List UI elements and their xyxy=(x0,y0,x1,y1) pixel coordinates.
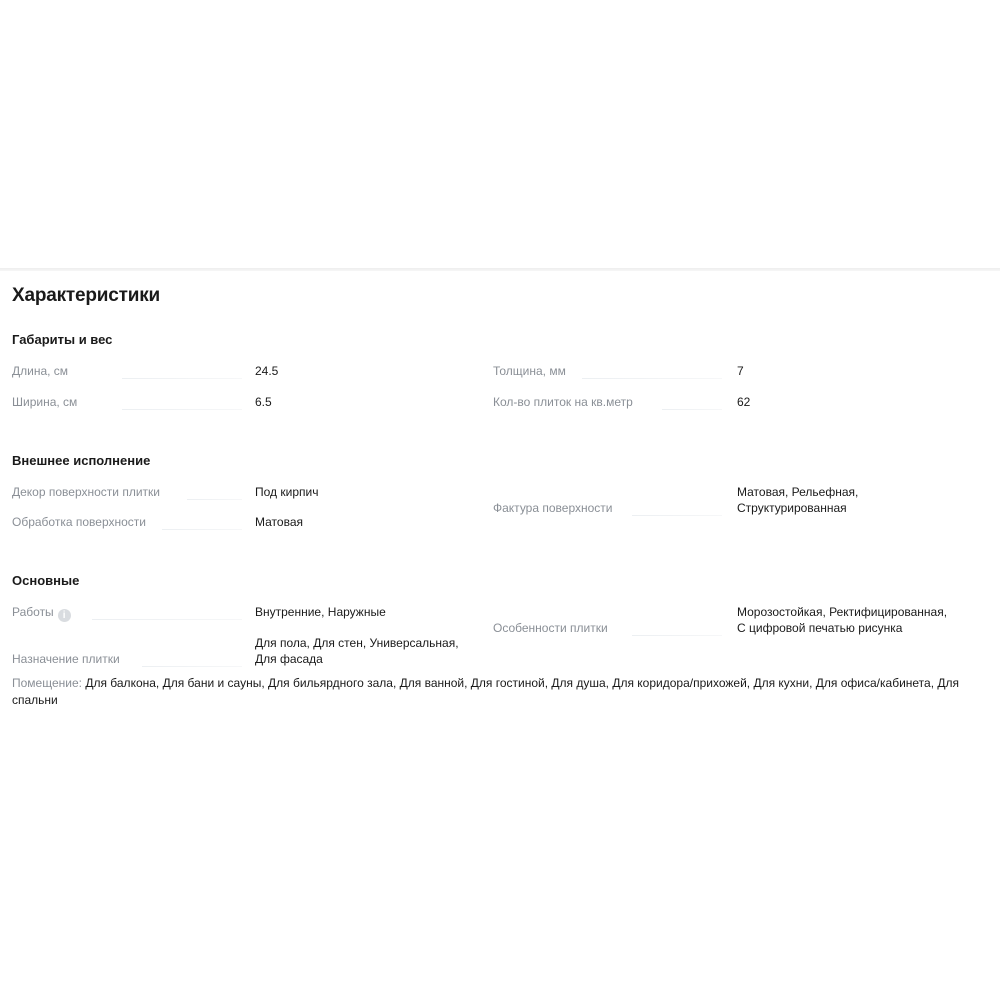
room-row xyxy=(12,675,988,709)
texture-value-line1: Матовая, Рельефная, xyxy=(737,485,859,499)
row-divider xyxy=(122,378,242,379)
purpose-label: Назначение плитки xyxy=(12,652,120,666)
tiles-per-sqm-value: 62 xyxy=(737,395,751,409)
row-divider xyxy=(162,529,242,530)
length-label: Длина, см xyxy=(12,364,69,378)
works-value: Внутренние, Наружные xyxy=(255,605,386,619)
features-value-line2: С цифровой печатью рисунка xyxy=(737,621,903,635)
top-blank-area xyxy=(0,0,1000,268)
width-label: Ширина, см xyxy=(12,395,78,409)
purpose-value-line2: Для фасада xyxy=(255,652,323,666)
characteristics-panel xyxy=(12,282,988,707)
tiles-per-sqm-label: Кол-во плиток на кв.метр xyxy=(493,395,633,409)
texture-label: Фактура поверхности xyxy=(493,501,613,515)
row-divider xyxy=(582,378,722,379)
room-value: Для балкона, Для бани и сауны, Для бильярдного зала, Для ванной, Для гостиной, Для душа, Для коридора/прихожей, Для кухни, Для офиса/кабинета, Для спальни xyxy=(12,676,960,707)
row-divider xyxy=(632,515,722,516)
row-divider xyxy=(122,409,242,410)
row-divider xyxy=(632,635,722,636)
works-label-text: Работы xyxy=(12,605,54,619)
info-icon[interactable]: i xyxy=(58,609,71,622)
thickness-value: 7 xyxy=(737,364,744,378)
works-label xyxy=(12,604,71,622)
section-title-main: Основные xyxy=(12,573,80,588)
row-divider xyxy=(142,666,242,667)
decor-value: Под кирпич xyxy=(255,485,319,499)
finish-label: Обработка поверхности xyxy=(12,515,146,529)
row-divider xyxy=(187,499,242,500)
features-value-line1: Морозостойкая, Ректифицированная, xyxy=(737,605,948,619)
features-label: Особенности плитки xyxy=(493,621,608,635)
section-title-dimensions: Габариты и вес xyxy=(12,332,113,347)
section-title-appearance: Внешнее исполнение xyxy=(12,453,151,468)
length-value: 24.5 xyxy=(255,364,279,378)
width-value: 6.5 xyxy=(255,395,272,409)
purpose-value-line1: Для пола, Для стен, Универсальная, xyxy=(255,636,459,650)
page-title: Характеристики xyxy=(12,285,161,306)
decor-label: Декор поверхности плитки xyxy=(12,485,160,499)
top-divider xyxy=(0,268,1000,271)
row-divider xyxy=(662,409,722,410)
thickness-label: Толщина, мм xyxy=(493,364,566,378)
row-divider xyxy=(92,619,242,620)
finish-value: Матовая xyxy=(255,515,303,529)
texture-value-line2: Структурированная xyxy=(737,501,847,515)
room-label: Помещение: xyxy=(12,676,82,690)
